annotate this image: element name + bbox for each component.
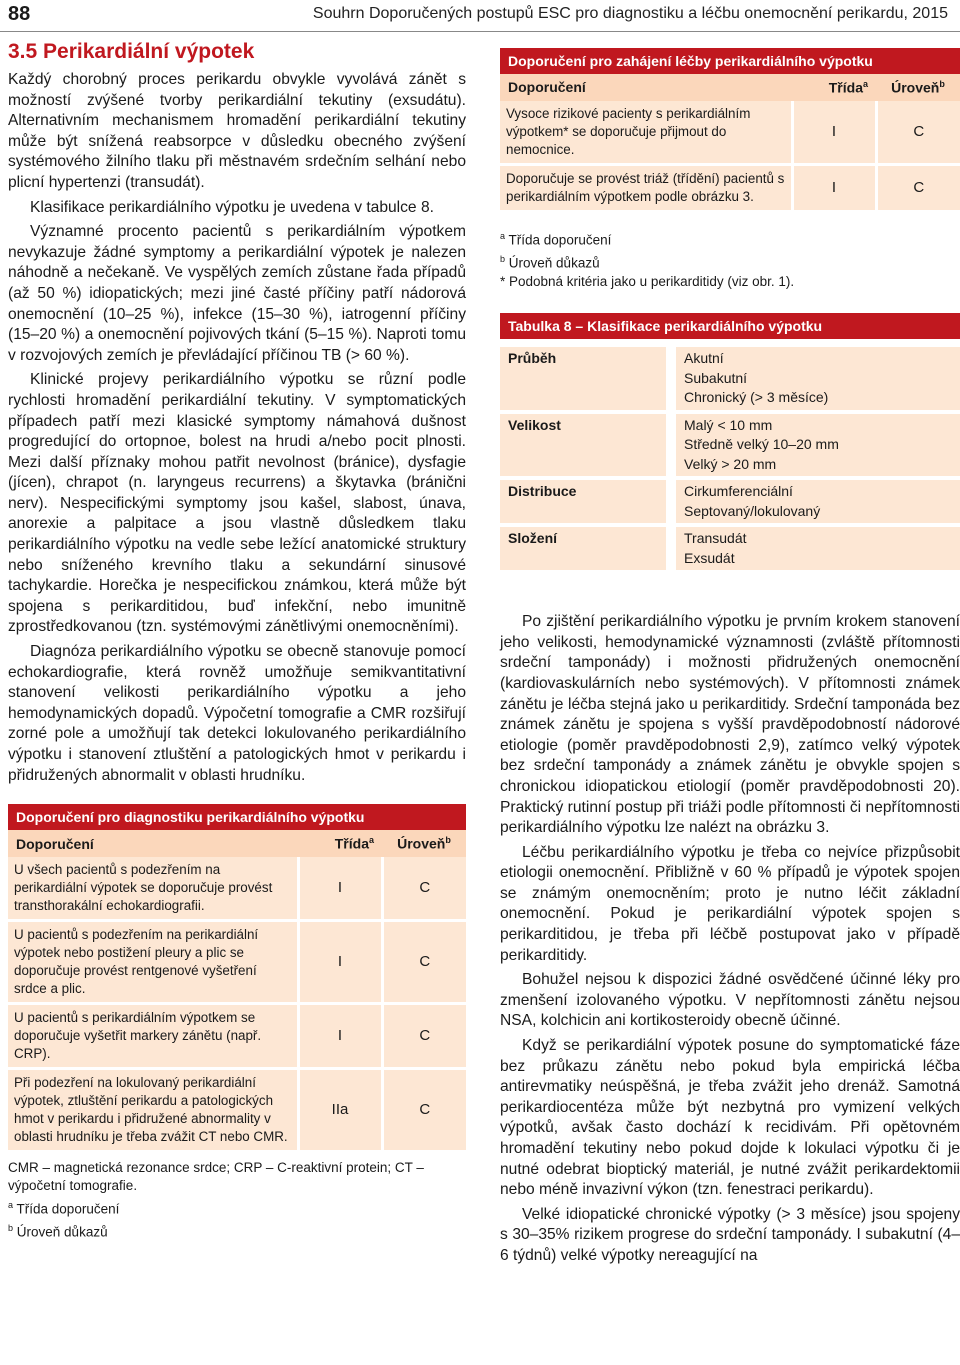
left-column <box>8 40 466 1242</box>
table-title: Doporučení pro zahájení léčby perikardiálního výpotku <box>500 48 960 74</box>
table-header-row <box>500 74 960 101</box>
classification-table-8 <box>500 313 960 574</box>
table-header-row <box>8 830 466 857</box>
footnote-b: $^b$ Úroveň důkazů <box>8 1222 108 1240</box>
table-row: U pacientů s perikardiálním výpotkem se doporučuje vyšetřit markery zánětu (např. CRP). I C <box>8 1003 466 1068</box>
table-row: Průběh Akutní Subakutní Chronický (> 3 měsíce) <box>500 347 960 412</box>
table-row: Distribuce Cirkumferenciální Septovaný/lokulovaný <box>500 478 960 525</box>
paragraph: Bohužel nejsou k dispozici žádné osvědčené účinné léky pro zmenšení izolovaného výpotku. V nepřítomnosti zánětu nejsou NSA, kolchicin ani kortikosteroidy obecně účinné. <box>500 971 960 1030</box>
paragraph: Klasifikace perikardiálního výpotku je uvedena v tabulce 8. <box>30 198 434 216</box>
col-class: Třída$^a$ <box>298 830 382 857</box>
table-row: U pacientů s podezřením na perikardiální výpotek nebo postižení pleury a plic se doporučuje provést rentgenové vyšetření srdce a plic. I C <box>8 920 466 1003</box>
table-footnotes <box>8 1159 466 1242</box>
paragraph: Po zjištění perikardiálního výpotku je prvním krokem stanovení jeho velikosti, hemodynamické významnosti (zvláště přítomnosti srdeční tamponády) i možnosti přidružených onemocnění (kardiovaskulárních nebo systémových). V přítomnosti známek zánětu je léčba stejná jako u perikarditidy. Srdeční tamponáda bez známek zánětu je spojena s vyšší pravděpodobností nádorové etiologie (poměr pravděpodobnosti 2,9), zatímco velký výpotek bez srdeční tamponády a známek zánětu je obvykle spojen s chronickou idiopatickou etiologií (poměr pravděpodobnosti 20). Praktický rutinní postup při triáži podle přítomnosti či nepřítomnosti perikardiálního výpotku lze nalézt na obrázku 3. <box>500 613 960 837</box>
col-recommendation: Doporučení <box>8 830 298 857</box>
table-row: Při podezření na lokulovaný perikardiální výpotek, ztluštění perikardu a patologických hmot v perikardu i přidružené abnormality v oblasti hrudníku je třeba zvážit CT nebo CMR. IIa C <box>8 1068 466 1151</box>
running-title: Souhrn Doporučených postupů ESC pro diagnostiku a léčbu onemocnění perikardu, 2015 <box>312 5 948 22</box>
section-heading: 3.5 Perikardiální výpotek <box>8 40 255 63</box>
table-row: Doporučuje se provést triáž (třídění) pacientů s perikardiálním výpotkem podle obrázku 3. I C <box>500 164 960 211</box>
page-number: 88 <box>8 3 31 25</box>
table-row: Složení Transudát Exsudát <box>500 525 960 572</box>
table-footnotes <box>500 227 960 292</box>
col-level: Úroveň$^b$ <box>382 830 466 857</box>
right-column <box>500 48 960 1271</box>
footnote-star: * Podobná kritéria jako u perikarditidy (viz obr. 1). <box>500 273 795 289</box>
col-class: Třída$^a$ <box>792 74 876 101</box>
diagnosis-recommendations-table <box>8 804 466 1242</box>
page-header <box>0 0 960 30</box>
footnote-a: $^a$ Třída doporučení <box>500 230 612 248</box>
paragraph: Když se perikardiální výpotek posune do symptomatické fáze bez průkazu zánětu nebo pokud byla empirická léčba antirevmatiky neúspěšná, je třeba zvážit jeho drenáž. Samotná perikardiocentéza může být nezbytná pro vymizení velkých výpotků, avšak často dochází k recidivám. Při opětovném hromadění tekutiny nebo pokud dojde k lokulaci výpotku či je nutné odebrat bioptický materiál, je nutné zvážit perikardektomii nebo méně invazivní výkon (tzn. fenestraci perikardu). <box>500 1037 960 1199</box>
footnote-b: $^b$ Úroveň důkazů <box>500 253 600 271</box>
col-level: Úroveň$^b$ <box>876 74 960 101</box>
paragraph: Léčbu perikardiálního výpotku je třeba co nejvíce přizpůsobit etiologii onemocnění. Přibližně v 60 % případů je výpotek spojen se známým onemocněním; proto je nutno léčit základní onemocnění. Pokud je perikardiální výpotek spojen s perikarditidou, je třeba při léčbě postupovat jako v případě perikarditidy. <box>500 843 960 964</box>
footnote-a: $^a$ Třída doporučení <box>8 1199 120 1217</box>
table-row: Velikost Malý < 10 mm Středně velký 10–20 mm Velký > 20 mm <box>500 412 960 479</box>
paragraph: Významné procento pacientů s perikardiálním výpotkem nevykazuje žádné symptomy a perikardiální výpotek je nalezen náhodně a nečekaně. Ve vyspělých zemích zůstane řada případů (až 50 %) idiopatických; mezi jiné časté příčiny patří nádorová onemocnění (10–25 %), infekce (15–30 %), iatrogenní příčiny (15–20 %) a onemocnění pojivových tkání (5–15 %). Naproti tomu v rozvojových zemích je převládající příčinou TB (> 60 %). <box>8 223 466 364</box>
paragraph: Diagnóza perikardiálního výpotku se obecně stanovuje pomocí echokardiografie, která rovněž umožňuje semikvantitativní stanovení velikosti perikardiálního výpotku a jeho hemodynamických dopadů. Výpočetní tomografie a CMR rozšiřují zorné pole a umožňují tak detekci lokulovaného perikardiálního výpotku i stanovení ztluštění a patologických hmot v perikardu i přidružených abnormalit v oblasti hrudníku. <box>8 643 466 784</box>
treatment-recommendations-table <box>500 48 960 291</box>
header-rule <box>0 31 960 32</box>
paragraph: Klinické projevy perikardiálního výpotku se různí podle rychlosti hromadění perikardiální tekutiny. V symptomatických případech patří mezi klasické symptomy námahová dušnost progredující do ortopnoe, bolest na hrudi a/nebo pocit plnosti. Mezi další příznaky mohou patřit nevolnost (bránice), dysfagie (jícen), chrapot (n. laryngeus recurrens) a škytavka (bránični nerv). Nespecifickými symptomy jsou kašel, slabost, únava, anorexie a palpitace a jsou vlastně důsledkem tlaku perikardiálního výpotku na vedle sebe ležící anatomické struktury nebo sníženého krevního tlaku a sekundární sinusové tachykardie. Horečka je nespecifickou známkou, která může být spojena s perikarditidou, buď infekční, nebo imunitně zprostředkovanou (tzn. systémovými zánětlivými onemocněními). <box>8 371 466 636</box>
table-row: U všech pacientů s podezřením na perikardiální výpotek se doporučuje provést transthorakální echokardiografii. I C <box>8 857 466 921</box>
paragraph: Každý chorobný proces perikardu obvykle vyvolává zánět s možností zvýšené tvorby perikardiální tekutiny (exsudátu). Alternativním mechanismem hromadění perikardiální tekutiny může být snížená reabsorpce v důsledku obecného zvýšení systémového žilního tlaku při městnavém srdečním selhání nebo plicní hypertenzi (transudát). <box>8 71 466 191</box>
right-body-text <box>500 612 960 1266</box>
table-title: Tabulka 8 – Klasifikace perikardiálního výpotku <box>500 313 960 339</box>
table-title: Doporučení pro diagnostiku perikardiálního výpotku <box>8 804 466 830</box>
col-recommendation: Doporučení <box>500 74 792 101</box>
table-row: Vysoce rizikové pacienty s perikardiálním výpotkem* se doporučuje přijmout do nemocnice. I C <box>500 101 960 165</box>
paragraph: Velké idiopatické chronické výpotky (> 3 měsíce) jsou spojeny s 30–35% rizikem progrese do srdeční tamponády. I subakutní (4–6 týdnů) velké výpotky nereagující na <box>500 1205 960 1264</box>
footnote-abbreviations: CMR – magnetická rezonance srdce; CRP – C-reaktivní protein; CT – výpočetní tomografie. <box>8 1159 424 1194</box>
